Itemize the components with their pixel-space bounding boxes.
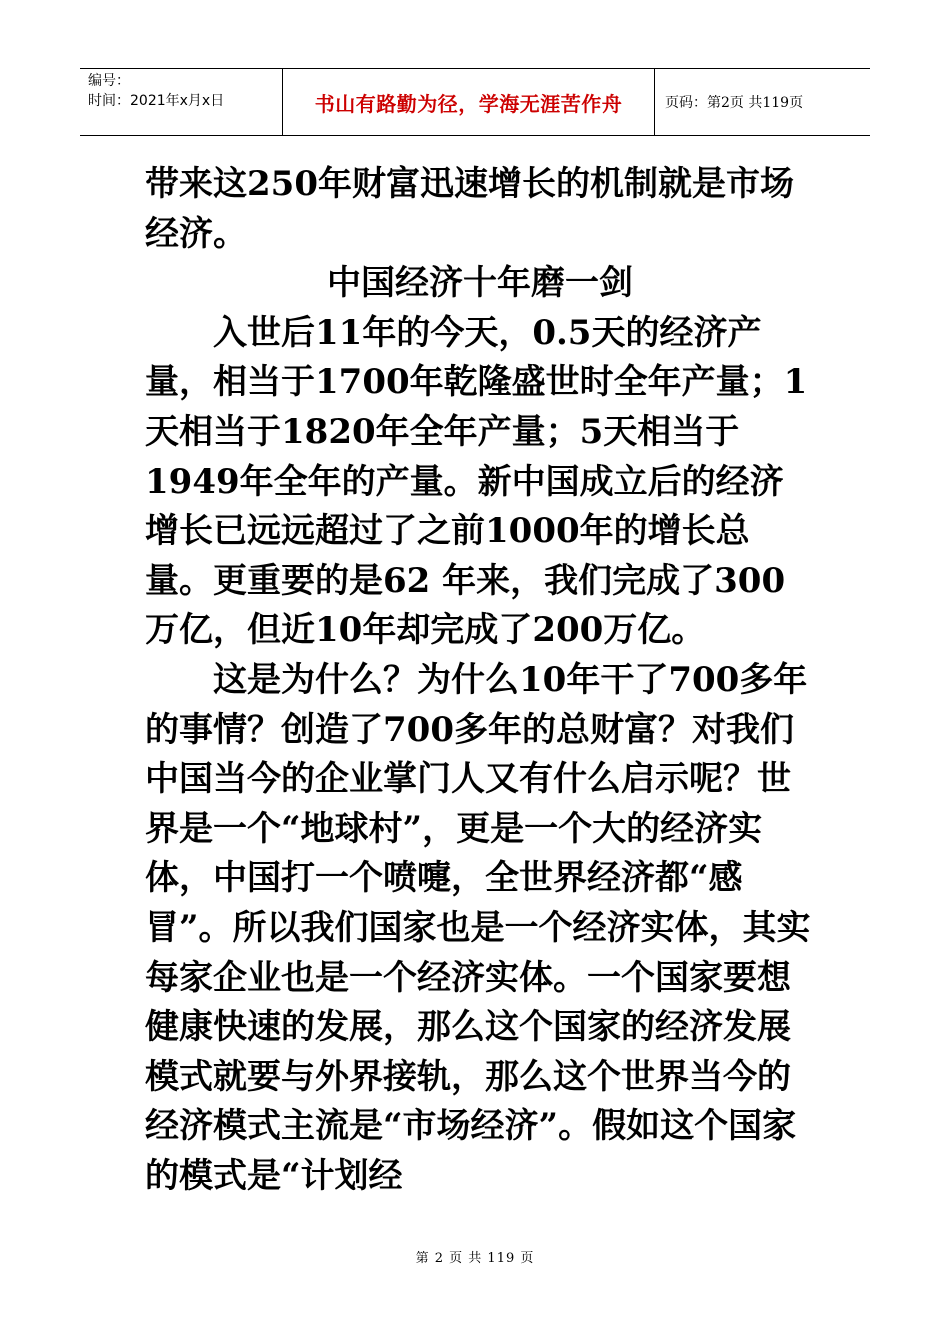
number-label: 编号： [88, 73, 130, 89]
paragraph-3: 这是为什么？为什么10年干了700多年的事情？创造了700多年的总财富？对我们中国当今的企业掌门人又有什么启示呢？世界是一个“地球村”，更是一个大的经济实体，中国打一个喷嚏，全世界经济都“感冒”。所以我们国家也是一个经济实体，其实每家企业也是一个经济实体。一个国家要想健康快速的发展，那么这个国家的经济发展模式就要与外界接轨，那么这个世界当今的经济模式主流是“市场经济”。假如这个国家的模式是“计划经 [145, 659, 811, 1196]
header-page-info: 页码：第2页 共119页 [665, 95, 804, 111]
paragraph-1: 带来这250年财富迅速增长的机制就是市场经济。 [145, 164, 794, 254]
section-title: 中国经济十年磨一剑 [327, 263, 633, 304]
page-header [80, 68, 870, 136]
header-meta [80, 69, 282, 135]
header-motto: 书山有路勤为径，学海无涯苦作舟 [314, 91, 623, 116]
document-body [145, 160, 815, 1201]
date-label: 时间：2021年x月x日 [88, 93, 225, 109]
paragraph-2: 入世后11年的今天，0.5天的经济产量，相当于1700年乾隆盛世时全年产量；1天相当于1820年全年产量；5天相当于1949年全年的产量。新中国成立后的经济增长已远远超过了之前1000年的增长总量。更重要的是62 年来，我们完成了300万亿，但近10年却完成了200万亿。 [145, 312, 808, 651]
page-footer: 第 2 页 共 119 页 [415, 1251, 535, 1266]
header-motto-cell [282, 69, 655, 135]
header-page-cell [655, 69, 870, 135]
